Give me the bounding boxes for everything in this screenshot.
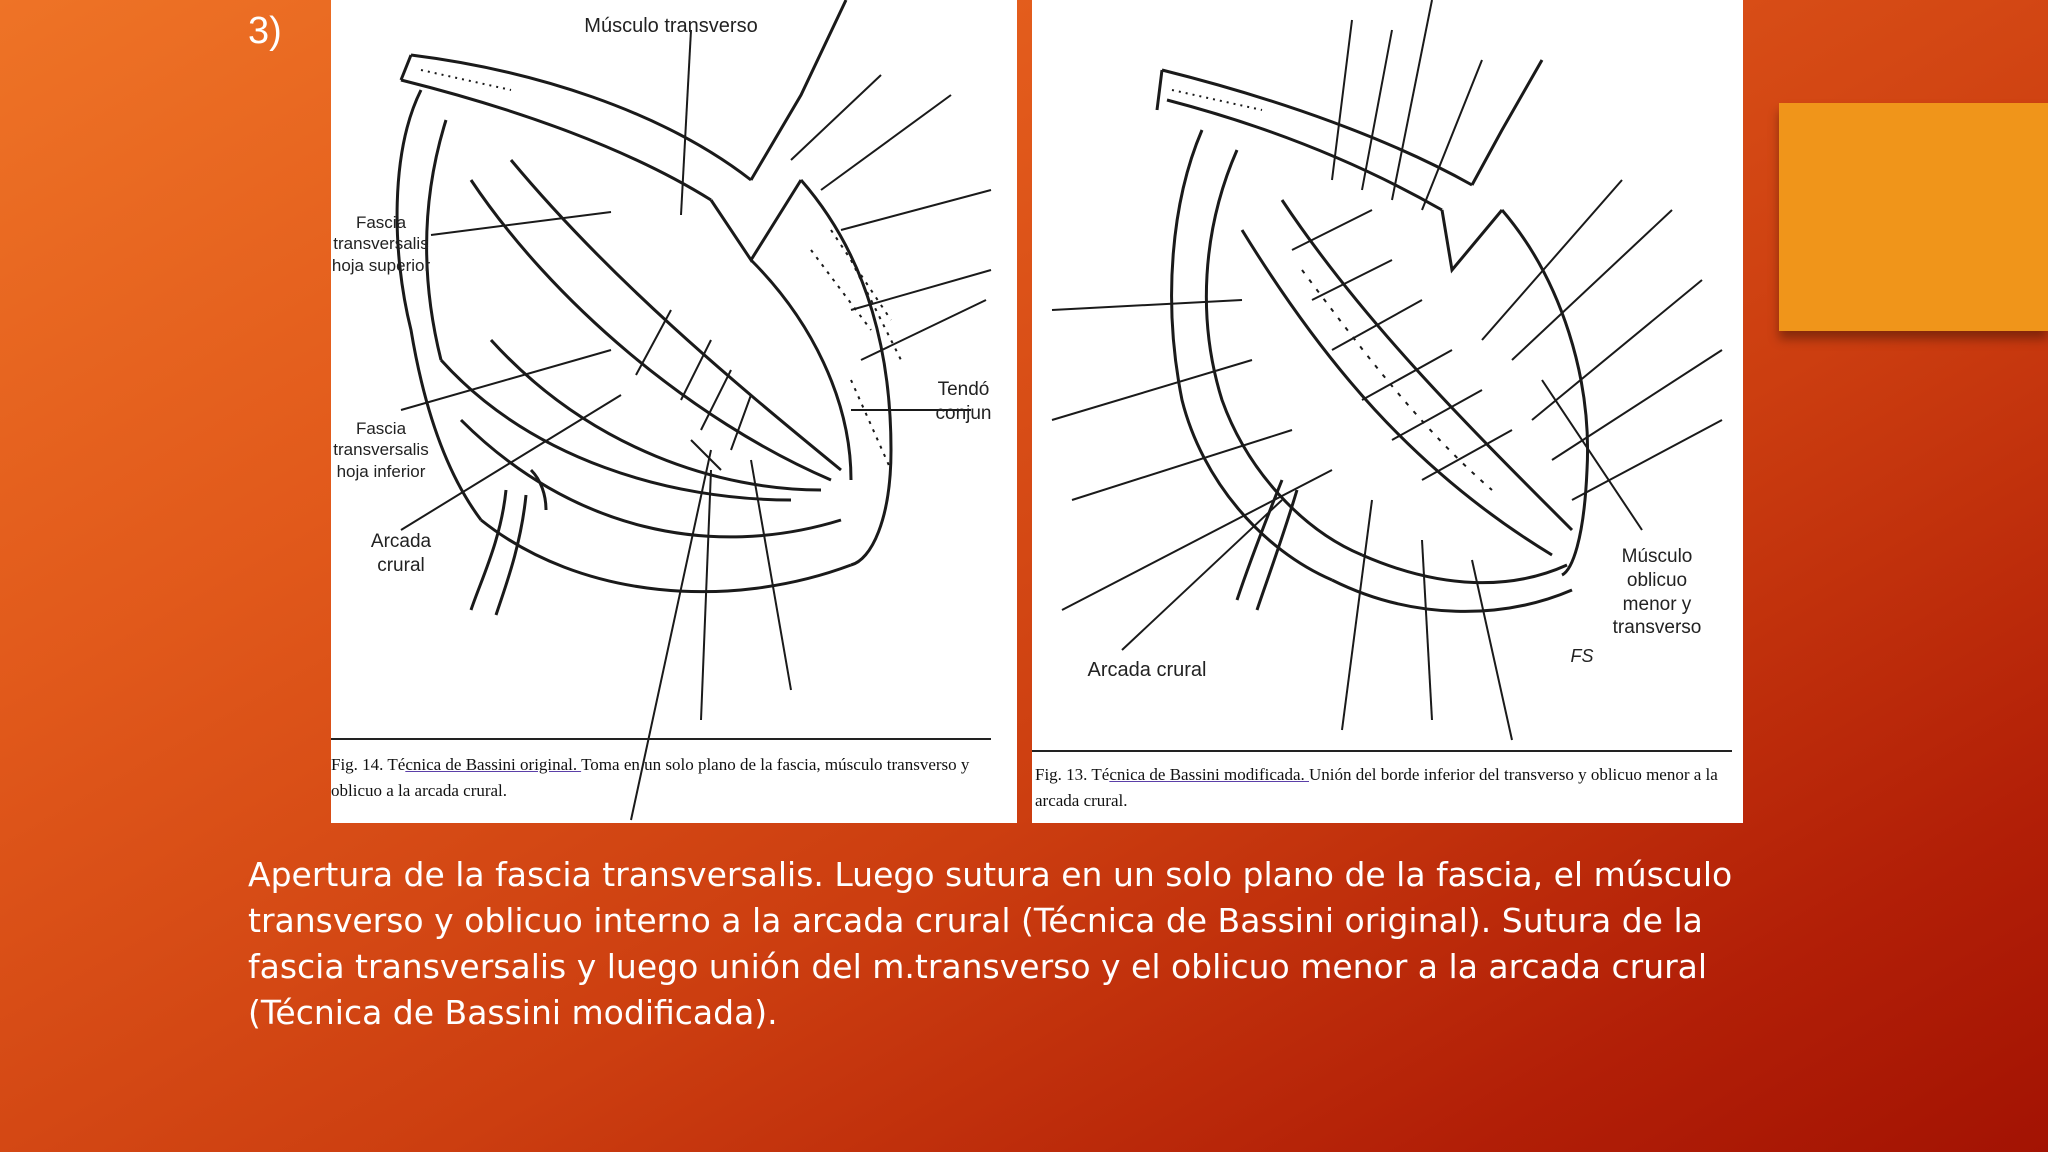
caption-rest: Toma en un solo plano de la fascia, músculo transverso y oblicuo a la arcada crural. bbox=[331, 755, 970, 800]
caption-technique: cnica de Bassini modificada. bbox=[1109, 765, 1309, 784]
caption-lead: Fig. 13. Té bbox=[1035, 765, 1110, 784]
slide-body-text: Apertura de la fascia transversalis. Luego sutura en un solo plano de la fascia, el músculo transverso y oblicuo interno a la arcada crural (Técnica de Bassini original). Sutura de la fascia transversalis y luego unión del m.transverso y el oblicuo menor a la arcada crural (Técnica de Bassini modificada). bbox=[248, 855, 1733, 1032]
slide-number: 3) bbox=[248, 10, 282, 52]
label-musculo-oblicuo: Músculo oblicuo menor y transverso bbox=[1612, 546, 1702, 639]
label-tendon-conjunto: Tendó conjun bbox=[935, 379, 992, 424]
accent-box bbox=[1779, 103, 2048, 331]
caption-lead: Fig. 14. Té bbox=[331, 755, 406, 774]
label-fascia-inferior: Fascia transversalis hoja inferior bbox=[333, 419, 429, 481]
label-musculo-transverso: Músculo transverso bbox=[584, 15, 758, 37]
label-signature: FS bbox=[1570, 646, 1594, 666]
caption-rest: Unión del borde inferior del transverso y oblicuo menor a la arcada crural. bbox=[1035, 765, 1718, 810]
label-arcada-crural: Arcada crural bbox=[370, 531, 432, 576]
figure-right-caption bbox=[1035, 762, 1740, 813]
figure-bassini-original bbox=[331, 0, 1017, 823]
figure-bassini-modificada bbox=[1032, 0, 1743, 823]
surgical-illustration-right bbox=[1032, 0, 1743, 823]
surgical-illustration-left bbox=[331, 0, 1017, 823]
caption-technique: cnica de Bassini original. bbox=[405, 755, 582, 774]
label-fascia-superior: Fascia transversalis hoja superior bbox=[331, 213, 431, 275]
label-arcada-crural: Arcada crural bbox=[1087, 659, 1207, 681]
figure-left-caption bbox=[331, 752, 1011, 803]
caption-divider bbox=[331, 738, 991, 740]
caption-divider bbox=[1032, 750, 1732, 752]
